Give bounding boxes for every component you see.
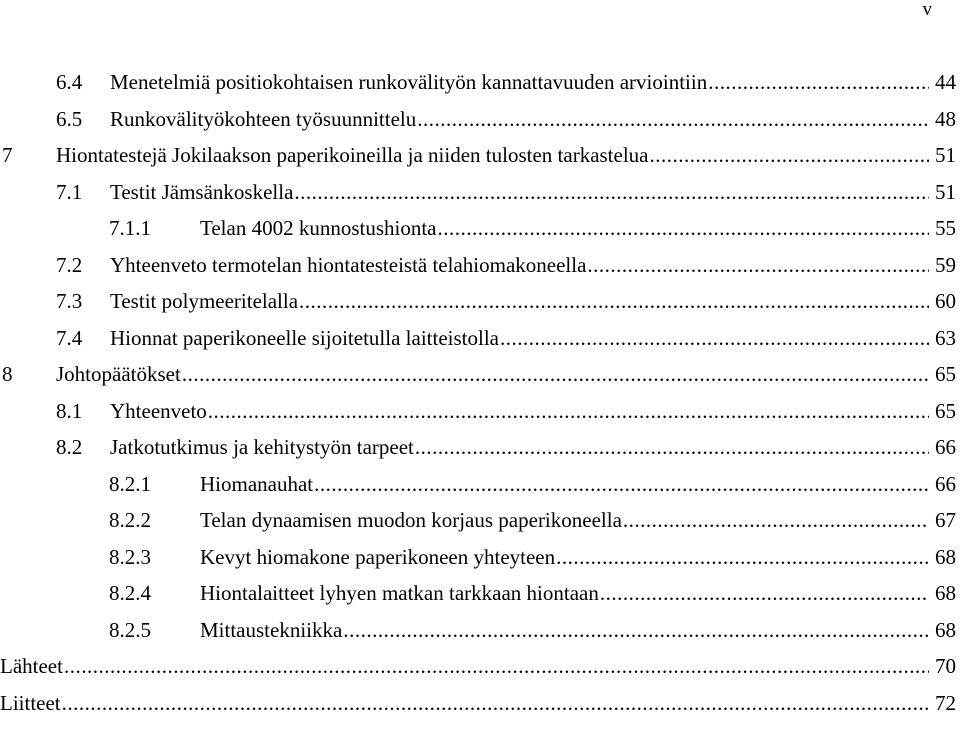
toc-entry-page: 72 xyxy=(935,690,956,715)
dot-leader xyxy=(208,397,929,425)
toc-entry-page: 59 xyxy=(935,252,956,277)
toc-entry-page: 70 xyxy=(935,654,956,678)
toc-entry-number: 8.2 xyxy=(56,435,83,459)
toc-entry-page: 66 xyxy=(935,435,956,459)
toc-entry[interactable] xyxy=(0,214,956,251)
toc-entry[interactable] xyxy=(0,433,956,470)
dot-leader xyxy=(343,616,929,644)
toc-entry-page: 68 xyxy=(935,544,956,569)
page-number: v xyxy=(922,0,932,20)
toc-entry-page: 63 xyxy=(935,325,956,350)
toc-entry-number: 7.2 xyxy=(56,252,83,277)
toc-entry-title: Liitteet xyxy=(0,690,61,715)
toc-entry-number: 7.1 xyxy=(56,179,83,204)
toc-entry-title: Lähteet xyxy=(0,654,63,678)
toc-entry-number: 6.5 xyxy=(56,106,83,131)
dot-leader xyxy=(708,68,929,96)
dot-leader xyxy=(600,579,929,607)
toc-entry[interactable] xyxy=(0,543,956,580)
toc-entry-page: 55 xyxy=(935,216,956,240)
toc-entry-number: 7 xyxy=(2,143,13,167)
toc-entry-title: Hionnat paperikoneelle sijoitetulla laitteistolla xyxy=(110,325,499,350)
toc-entry[interactable] xyxy=(0,652,956,689)
toc-entry-page: 65 xyxy=(935,362,956,386)
toc-entry-number: 8.2.2 xyxy=(109,508,151,532)
toc-entry[interactable] xyxy=(0,689,956,726)
dot-leader xyxy=(417,105,929,133)
toc-entry-title: Hiontalaitteet lyhyen matkan tarkkaan hiontaan xyxy=(200,581,599,605)
dot-leader xyxy=(650,141,930,169)
toc-entry-page: 65 xyxy=(935,398,956,423)
toc-entry-page: 60 xyxy=(935,289,956,313)
dot-leader xyxy=(556,543,929,571)
table-of-contents xyxy=(0,68,956,725)
toc-entry-number: 8.2.1 xyxy=(109,471,151,496)
toc-entry-title: Jatkotutkimus ja kehitystyön tarpeet xyxy=(110,435,414,459)
toc-entry-title: Runkovälityökohteen työsuunnittelu xyxy=(110,106,417,131)
dot-leader xyxy=(314,470,929,498)
toc-entry-title: Kevyt hiomakone paperikoneen yhteyteen xyxy=(200,544,556,569)
toc-entry-number: 7.3 xyxy=(56,289,83,313)
toc-entry-title: Menetelmiä positiokohtaisen runkovälityön kannattavuuden arviointiin xyxy=(110,70,708,94)
toc-entry-title: Testit Jämsänkoskella xyxy=(110,179,294,204)
toc-entry[interactable] xyxy=(0,579,956,616)
toc-entry-number: 7.4 xyxy=(56,325,83,350)
toc-entry-page: 66 xyxy=(935,471,956,496)
dot-leader xyxy=(587,251,929,279)
toc-entry-number: 7.1.1 xyxy=(109,216,151,240)
toc-entry-title: Mittaustekniikka xyxy=(200,617,343,642)
toc-entry-page: 44 xyxy=(935,70,956,94)
toc-entry-page: 48 xyxy=(935,106,956,131)
toc-entry[interactable] xyxy=(0,251,956,288)
dot-leader xyxy=(299,287,929,315)
toc-entry-title: Hiontatestejä Jokilaakson paperikoineilla ja niiden tulosten tarkastelua xyxy=(56,143,649,167)
dot-leader xyxy=(438,214,929,242)
toc-entry-title: Hiomanauhat xyxy=(200,471,314,496)
toc-entry[interactable] xyxy=(0,105,956,142)
toc-entry[interactable] xyxy=(0,68,956,105)
dot-leader xyxy=(182,360,929,388)
toc-entry[interactable] xyxy=(0,360,956,397)
toc-entry-page: 67 xyxy=(935,508,956,532)
toc-entry-title: Telan dynaamisen muodon korjaus paperikoneella xyxy=(200,508,622,532)
toc-entry-number: 6.4 xyxy=(56,70,83,94)
toc-entry-number: 8 xyxy=(2,362,13,386)
toc-entry-title: Yhteenveto termotelan hiontatesteistä telahiomakoneella xyxy=(110,252,587,277)
toc-entry[interactable] xyxy=(0,287,956,324)
toc-entry-page: 68 xyxy=(935,581,956,605)
toc-entry-title: Johtopäätökset xyxy=(56,362,181,386)
toc-entry[interactable] xyxy=(0,141,956,178)
dot-leader xyxy=(500,324,929,352)
dot-leader xyxy=(62,689,929,717)
dot-leader xyxy=(294,178,929,206)
toc-entry[interactable] xyxy=(0,470,956,507)
toc-entry-number: 8.2.3 xyxy=(109,544,151,569)
toc-entry-number: 8.1 xyxy=(56,398,83,423)
toc-entry-title: Telan 4002 kunnostushionta xyxy=(200,216,437,240)
toc-entry[interactable] xyxy=(0,397,956,434)
toc-entry-number: 8.2.5 xyxy=(109,617,151,642)
toc-entry[interactable] xyxy=(0,506,956,543)
dot-leader xyxy=(64,652,929,680)
dot-leader xyxy=(623,506,929,534)
toc-entry-page: 51 xyxy=(935,143,956,167)
dot-leader xyxy=(415,433,929,461)
toc-entry-title: Testit polymeeritelalla xyxy=(110,289,299,313)
toc-entry[interactable] xyxy=(0,178,956,215)
toc-entry-page: 51 xyxy=(935,179,956,204)
toc-entry-number: 8.2.4 xyxy=(109,581,151,605)
toc-entry-page: 68 xyxy=(935,617,956,642)
toc-entry[interactable] xyxy=(0,324,956,361)
toc-entry[interactable] xyxy=(0,616,956,653)
toc-entry-title: Yhteenveto xyxy=(110,398,207,423)
